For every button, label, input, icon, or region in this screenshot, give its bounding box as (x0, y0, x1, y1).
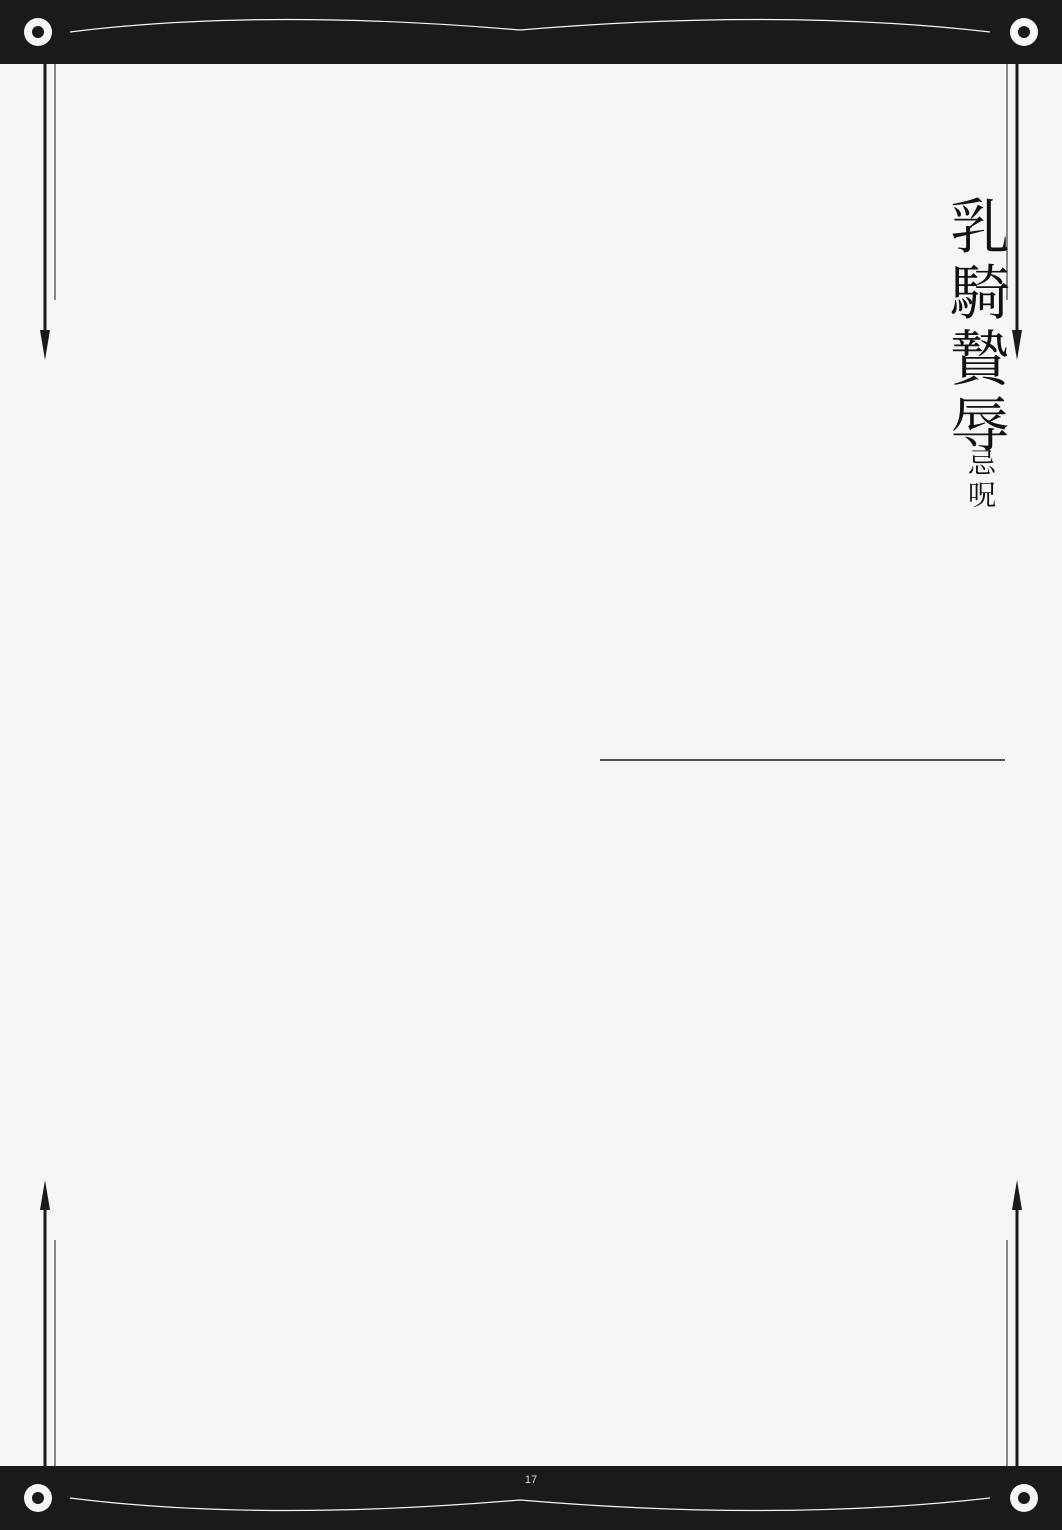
author-name: 忌呪 (964, 448, 997, 512)
page-number: 17 (524, 1474, 538, 1486)
story-title: 乳騎贄辱 (940, 195, 1010, 459)
text-column-top-right (572, 110, 926, 750)
text-column-bottom-right (660, 785, 1000, 1450)
text-column-bottom-left (75, 785, 600, 1450)
text-column-top-left (85, 110, 575, 750)
